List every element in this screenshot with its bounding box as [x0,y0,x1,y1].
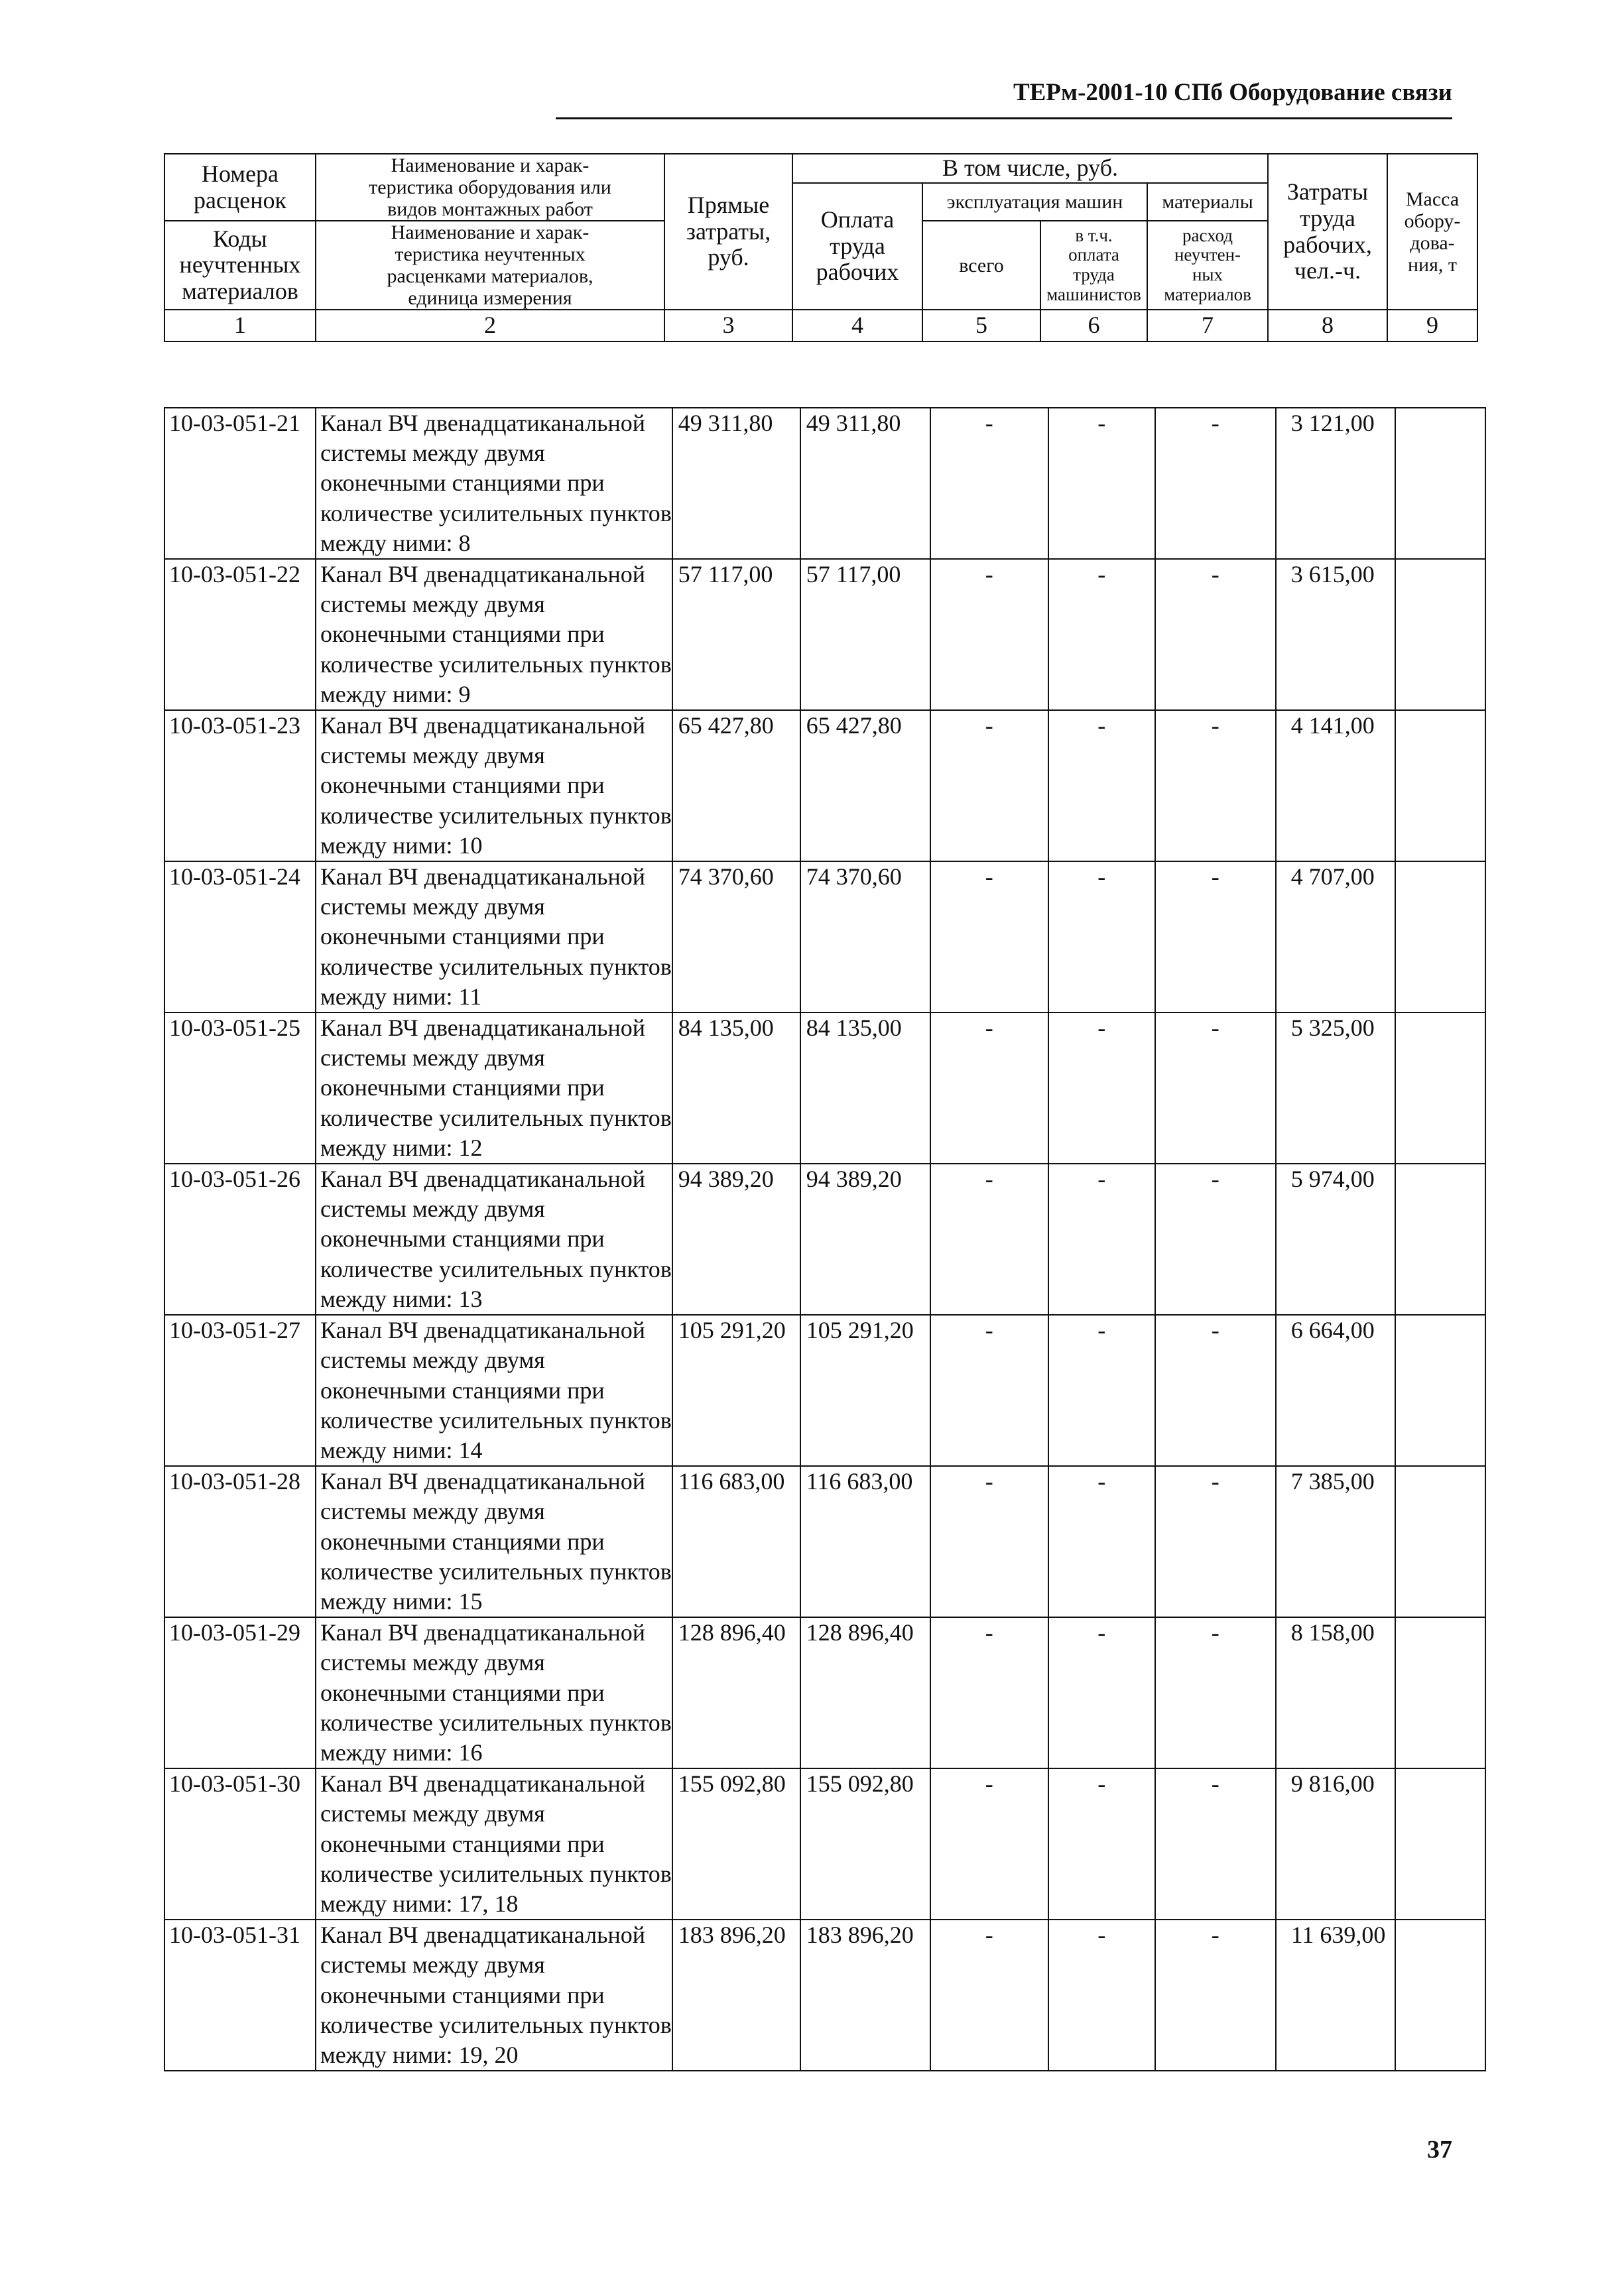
work-name-line: количестве усилительных пунктов [320,2011,672,2038]
labor-hours-cell: 3 615,00 [1276,559,1395,710]
header-machine-operation: эксплуатация машин [922,183,1147,221]
labor-pay-cell: 116 683,00 [800,1466,930,1617]
work-name-line: системы между двумя [320,1044,545,1072]
work-name-line: между ними: 16 [320,1739,483,1766]
header-line: теристика оборудования или [369,176,611,198]
machines-total-cell: - [930,1164,1048,1315]
machinist-pay-cell: - [1048,710,1155,861]
work-name-line: между ними: 17, 18 [320,1890,519,1917]
header-line: затраты, [686,217,771,245]
work-name-line: между ними: 9 [320,680,471,707]
work-name-line: между ними: 8 [320,529,471,556]
work-name-line: количестве усилительных пунктов [320,953,672,980]
work-name-line: Канал ВЧ двенадцатиканальной [320,1166,646,1193]
table-row [164,1012,1485,1164]
header-line: материалов [1164,284,1251,304]
rate-code-cell: 10-03-051-24 [164,861,316,1012]
header-materials: материалы [1147,183,1268,221]
work-name-line: системы между двумя [320,1951,545,1979]
header-labor-hours [1268,154,1387,310]
work-name-cell [316,1768,672,1920]
column-header-table [164,153,1478,342]
machines-total-cell: - [930,408,1048,559]
table-row [164,861,1485,1012]
table-row [164,1466,1485,1617]
direct-costs-cell: 84 135,00 [672,1012,800,1164]
table-row [164,559,1485,710]
header-unaccounted-materials [1147,221,1268,310]
machines-total-cell: - [930,710,1048,861]
work-name-line: между ними: 10 [320,831,483,859]
work-name-line: оконечными станциями при [320,923,605,950]
running-header: ТЕРм-2001-10 СПб Оборудование связи [1013,79,1452,106]
machines-total-cell: - [930,1617,1048,1768]
work-name-cell [316,1164,672,1315]
labor-hours-cell: 9 816,00 [1276,1768,1395,1920]
work-name-line: между ними: 11 [320,983,482,1010]
rate-code-cell: 10-03-051-21 [164,408,316,559]
column-number: 4 [792,310,922,341]
header-line: видов монтажных работ [387,198,593,220]
header-line: рабочих, [1283,231,1372,258]
work-name-line: системы между двумя [320,440,545,467]
labor-hours-cell: 8 158,00 [1276,1617,1395,1768]
mass-cell [1395,861,1485,1012]
labor-pay-cell: 155 092,80 [800,1768,930,1920]
header-line: дова- [1410,231,1455,254]
direct-costs-cell: 57 117,00 [672,559,800,710]
machinist-pay-cell: - [1048,1164,1155,1315]
page-number: 37 [1427,2136,1452,2164]
header-rule [556,117,1452,119]
table-row [164,1164,1485,1315]
machinist-pay-cell: - [1048,1920,1155,2071]
work-name-line: Канал ВЧ двенадцатиканальной [320,712,646,739]
work-name-line: оконечными станциями при [320,1981,605,2008]
work-name-line: количестве усилительных пунктов [320,1406,672,1434]
mass-cell [1395,1164,1485,1315]
machines-total-cell: - [930,861,1048,1012]
work-name-line: Канал ВЧ двенадцатиканальной [320,561,646,588]
work-name-line: между ними: 19, 20 [320,2041,519,2068]
work-name-line: системы между двумя [320,893,545,920]
rate-code-cell: 10-03-051-26 [164,1164,316,1315]
table-row [164,1617,1485,1768]
labor-hours-cell: 3 121,00 [1276,408,1395,559]
column-number: 1 [164,310,316,341]
work-name-line: количестве усилительных пунктов [320,1558,672,1585]
header-line: Затраты [1286,178,1369,206]
mass-cell [1395,1315,1485,1466]
work-name-cell [316,861,672,1012]
labor-hours-cell: 5 974,00 [1276,1164,1395,1315]
work-name-line: Канал ВЧ двенадцатиканальной [320,1317,646,1344]
mass-cell [1395,559,1485,710]
direct-costs-cell: 94 389,20 [672,1164,800,1315]
machines-total-cell: - [930,1466,1048,1617]
work-name-line: оконечными станциями при [320,1074,605,1101]
work-name-line: количестве усилительных пунктов [320,1255,672,1282]
machinist-pay-cell: - [1048,1617,1155,1768]
materials-cell: - [1155,1617,1276,1768]
machinist-pay-cell: - [1048,1768,1155,1920]
direct-costs-cell: 65 427,80 [672,710,800,861]
machines-total-cell: - [930,1920,1048,2071]
header-unaccounted-name [316,221,664,310]
work-name-line: между ними: 13 [320,1285,483,1312]
header-line: единица измерения [408,287,572,309]
machines-total-cell: - [930,1012,1048,1164]
header-machinist-pay [1040,221,1147,310]
work-name-line: количестве усилительных пунктов [320,1709,672,1736]
machines-total-cell: - [930,559,1048,710]
rates-table [164,407,1486,2071]
work-name-line: системы между двумя [320,1649,545,1676]
labor-hours-cell: 5 325,00 [1276,1012,1395,1164]
work-name-line: между ними: 14 [320,1436,483,1463]
labor-pay-cell: 128 896,40 [800,1617,930,1768]
table-row [164,1768,1485,1920]
machinist-pay-cell: - [1048,559,1155,710]
mass-cell [1395,1466,1485,1617]
mass-cell [1395,1768,1485,1920]
header-line: обору- [1404,210,1461,232]
header-line: неучтенных [179,251,301,278]
table-row [164,1920,1485,2071]
labor-pay-cell: 84 135,00 [800,1012,930,1164]
work-name-line: Канал ВЧ двенадцатиканальной [320,1619,646,1646]
column-number: 2 [316,310,664,341]
rate-code-cell: 10-03-051-31 [164,1920,316,2071]
work-name-line: Канал ВЧ двенадцатиканальной [320,1014,646,1042]
direct-costs-cell: 49 311,80 [672,408,800,559]
header-rate-number [164,154,316,221]
machinist-pay-cell: - [1048,1315,1155,1466]
header-work-name [316,154,664,221]
work-name-line: Канал ВЧ двенадцатиканальной [320,1922,646,1949]
machines-total-cell: - [930,1768,1048,1920]
materials-cell: - [1155,1920,1276,2071]
work-name-line: Канал ВЧ двенадцатиканальной [320,863,646,890]
header-line: ных [1192,265,1223,284]
work-name-line: оконечными станциями при [320,1679,605,1706]
machinist-pay-cell: - [1048,1012,1155,1164]
materials-cell: - [1155,559,1276,710]
direct-costs-cell: 128 896,40 [672,1617,800,1768]
header-group-including: В том числе, руб. [792,154,1268,183]
work-name-line: оконечными станциями при [320,1528,605,1555]
work-name-line: системы между двумя [320,742,545,769]
labor-hours-cell: 7 385,00 [1276,1466,1395,1617]
header-line: в т.ч. [1075,225,1113,245]
labor-hours-cell: 11 639,00 [1276,1920,1395,2071]
header-line: труда [1073,265,1115,284]
table-row [164,1315,1485,1466]
work-name-cell [316,1920,672,2071]
header-line: труда [830,232,885,259]
header-line: Наименование и харак- [391,154,590,176]
header-line: рабочих [816,259,899,286]
work-name-cell [316,1315,672,1466]
work-name-line: оконечными станциями при [320,1225,605,1253]
labor-pay-cell: 105 291,20 [800,1315,930,1466]
work-name-cell [316,408,672,559]
header-line: оплата [1068,245,1119,265]
work-name-line: системы между двумя [320,1498,545,1525]
column-number: 9 [1387,310,1477,341]
materials-cell: - [1155,1466,1276,1617]
header-line: расценок [194,186,286,214]
column-number: 7 [1147,310,1268,341]
mass-cell [1395,408,1485,559]
mass-cell [1395,1012,1485,1164]
direct-costs-cell: 116 683,00 [672,1466,800,1617]
labor-pay-cell: 57 117,00 [800,559,930,710]
direct-costs-cell: 183 896,20 [672,1920,800,2071]
materials-cell: - [1155,1315,1276,1466]
machinist-pay-cell: - [1048,1466,1155,1617]
direct-costs-cell: 74 370,60 [672,861,800,1012]
column-number: 5 [922,310,1040,341]
table-row [164,408,1485,559]
work-name-line: Канал ВЧ двенадцатиканальной [320,1770,646,1798]
header-machines-total: всего [922,221,1040,310]
header-line: чел.-ч. [1294,257,1361,284]
mass-cell [1395,710,1485,861]
work-name-line: количестве усилительных пунктов [320,650,672,678]
materials-cell: - [1155,1012,1276,1164]
work-name-line: количестве усилительных пунктов [320,1860,672,1887]
materials-cell: - [1155,861,1276,1012]
table-row [164,710,1485,861]
work-name-line: оконечными станциями при [320,772,605,799]
materials-cell: - [1155,1768,1276,1920]
work-name-cell [316,1466,672,1617]
column-number-row [164,310,1477,341]
header-line: труда [1300,204,1355,231]
rate-code-cell: 10-03-051-27 [164,1315,316,1466]
mass-cell [1395,1617,1485,1768]
rate-code-cell: 10-03-051-25 [164,1012,316,1164]
work-name-line: количестве усилительных пунктов [320,802,672,829]
work-name-line: между ними: 15 [320,1587,483,1615]
rate-code-cell: 10-03-051-30 [164,1768,316,1920]
header-line: Масса [1405,188,1460,210]
header-line: Номера [201,160,279,187]
labor-pay-cell: 49 311,80 [800,408,930,559]
work-name-line: оконечными станциями при [320,621,605,648]
rate-code-cell: 10-03-051-22 [164,559,316,710]
work-name-line: системы между двумя [320,1347,545,1374]
header-line: ния, т [1407,253,1458,276]
column-number: 6 [1040,310,1147,341]
header-line: Наименование и харак- [391,221,590,243]
column-number: 8 [1268,310,1387,341]
work-name-cell [316,710,672,861]
work-name-line: системы между двумя [320,591,545,618]
header-line: руб. [708,244,749,271]
mass-cell [1395,1920,1485,2071]
work-name-line: между ними: 12 [320,1134,483,1161]
header-line: теристика неучтенных [395,243,586,265]
rate-code-cell: 10-03-051-29 [164,1617,316,1768]
work-name-line: системы между двумя [320,1196,545,1223]
work-name-line: количестве усилительных пунктов [320,499,672,526]
labor-hours-cell: 6 664,00 [1276,1315,1395,1466]
labor-hours-cell: 4 141,00 [1276,710,1395,861]
header-unaccounted-codes [164,221,316,310]
labor-pay-cell: 183 896,20 [800,1920,930,2071]
header-line: Оплата [820,206,895,233]
work-name-line: оконечными станциями при [320,1377,605,1404]
machines-total-cell: - [930,1315,1048,1466]
direct-costs-cell: 155 092,80 [672,1768,800,1920]
header-line: Коды [213,225,267,252]
header-line: материалов [182,277,298,304]
direct-costs-cell: 105 291,20 [672,1315,800,1466]
labor-pay-cell: 74 370,60 [800,861,930,1012]
machinist-pay-cell: - [1048,408,1155,559]
work-name-line: системы между двумя [320,1800,545,1827]
materials-cell: - [1155,408,1276,559]
work-name-line: Канал ВЧ двенадцатиканальной [320,1468,646,1495]
work-name-cell [316,1617,672,1768]
machinist-pay-cell: - [1048,861,1155,1012]
labor-hours-cell: 4 707,00 [1276,861,1395,1012]
column-number: 3 [664,310,792,341]
header-line: расход [1182,225,1233,245]
header-line: машинистов [1046,284,1141,304]
header-line: Прямые [687,192,770,219]
header-equipment-mass [1387,154,1477,310]
materials-cell: - [1155,710,1276,861]
work-name-line: оконечными станциями при [320,469,605,497]
header-line: расценками материалов, [387,265,593,287]
labor-pay-cell: 94 389,20 [800,1164,930,1315]
rate-code-cell: 10-03-051-28 [164,1466,316,1617]
work-name-line: Канал ВЧ двенадцатиканальной [320,410,646,436]
labor-pay-cell: 65 427,80 [800,710,930,861]
header-direct-costs [664,154,792,310]
header-line: неучтен- [1174,245,1241,265]
work-name-cell [316,1012,672,1164]
rate-code-cell: 10-03-051-23 [164,710,316,861]
work-name-line: оконечными станциями при [320,1830,605,1857]
materials-cell: - [1155,1164,1276,1315]
work-name-cell [316,559,672,710]
header-labor-pay [792,183,922,310]
work-name-line: количестве усилительных пунктов [320,1104,672,1131]
